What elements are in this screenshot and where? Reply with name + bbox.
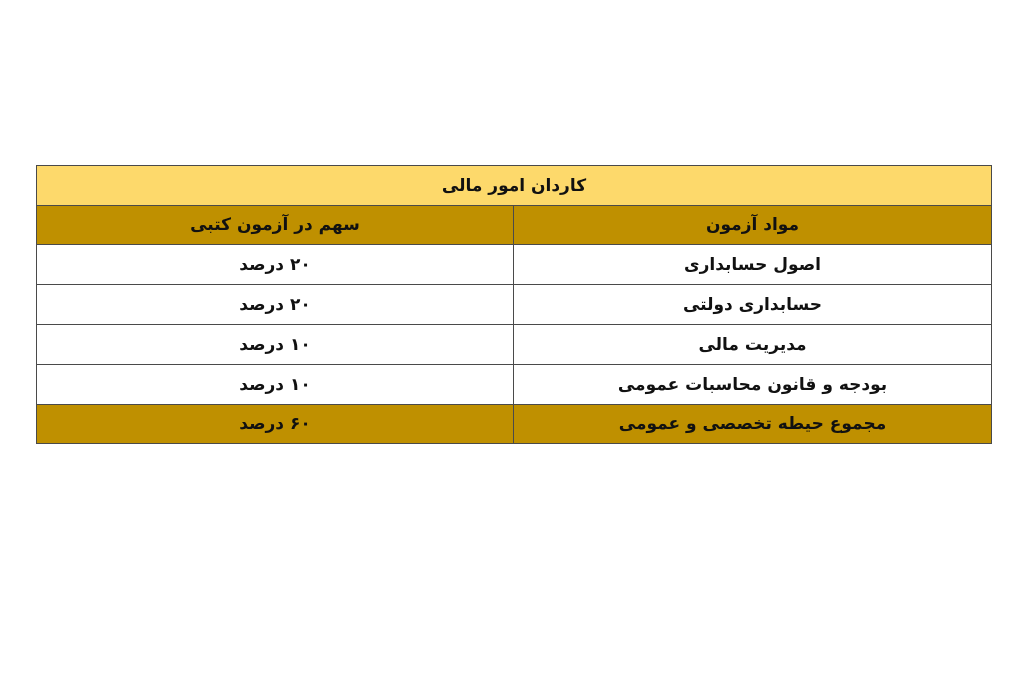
row-subject: مدیریت مالی [514, 325, 992, 365]
row-subject: حسابداری دولتی [514, 285, 992, 325]
row-share: ۲۰ درصد [37, 245, 514, 285]
table-header-row [37, 206, 992, 245]
table-total-row [37, 405, 992, 444]
table-title: کاردان امور مالی [37, 166, 992, 206]
exam-weights-table [36, 165, 992, 444]
row-subject: اصول حسابداری [514, 245, 992, 285]
table-row [37, 285, 992, 325]
table-row [37, 365, 992, 405]
header-subject: مواد آزمون [514, 206, 992, 245]
row-share: ۱۰ درصد [37, 365, 514, 405]
row-subject: بودجه و قانون محاسبات عمومی [514, 365, 992, 405]
table-row [37, 245, 992, 285]
table-title-row [37, 166, 992, 206]
row-share: ۱۰ درصد [37, 325, 514, 365]
table-row [37, 325, 992, 365]
total-subject: مجموع حیطه تخصصی و عمومی [514, 405, 992, 444]
total-share: ۶۰ درصد [37, 405, 514, 444]
row-share: ۲۰ درصد [37, 285, 514, 325]
header-share: سهم در آزمون کتبی [37, 206, 514, 245]
